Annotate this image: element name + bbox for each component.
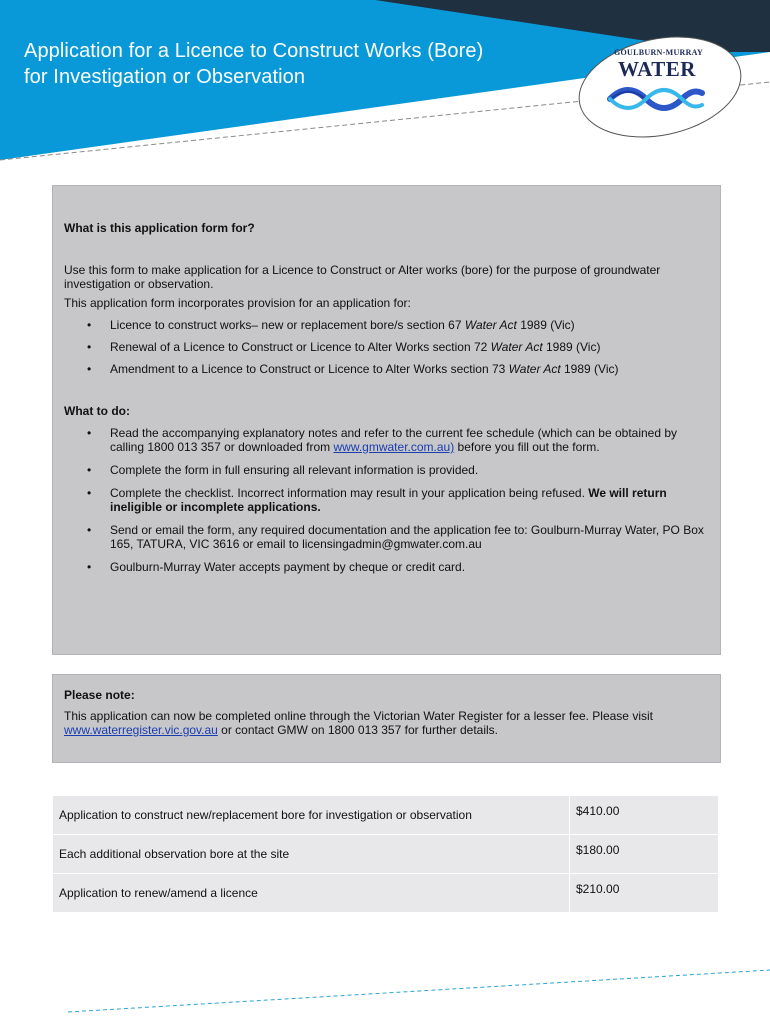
logo-text-main: WATER [618, 57, 696, 81]
title-line-2: for Investigation or Observation [24, 66, 306, 88]
title-line-1: Application for a Licence to Construct Works (Bore) [24, 40, 484, 62]
provision-item: • Licence to construct works– new or replacement bore/s section 67 Water Act 1989 (Vic) [64, 318, 706, 332]
table-row [53, 835, 719, 874]
provision-item: • Amendment to a Licence to Construct or Licence to Alter Works section 73 Water Act 1989 (Vic) [64, 362, 706, 376]
table-row [53, 796, 719, 835]
todo-item: • Read the accompanying explanatory notes and refer to the current fee schedule (which can be obtained by calling 1800 013 357 or downloaded from www.gmwater.com.au) before you fill out the form. [64, 426, 706, 454]
fee-amount: $180.00 [570, 835, 719, 874]
fee-description: Each additional observation bore at the site [53, 835, 570, 874]
note-heading: Please note: [64, 688, 135, 702]
logo-text-top: GOULBURN-MURRAY [614, 48, 704, 57]
todo-list [64, 426, 706, 574]
gmwater-link[interactable]: www.gmwater.com.au) [333, 440, 455, 454]
todo-item: • Goulburn-Murray Water accepts payment by cheque or credit card. [64, 560, 706, 574]
todo-item: • Complete the checklist. Incorrect information may result in your application being refused. We will return ineligible or incomplete applications. [64, 486, 706, 514]
table-row [53, 874, 719, 913]
provision-item: • Renewal of a Licence to Construct or Licence to Alter Works section 72 Water Act 1989 (Vic) [64, 340, 706, 354]
todo-heading: What to do: [64, 404, 130, 418]
info-heading: What is this application form for? [64, 221, 255, 235]
fee-table [52, 795, 719, 913]
info-box [52, 185, 721, 655]
logo-wave-icon [606, 84, 706, 114]
note-text: This application can now be completed online through the Victorian Water Register for a lesser fee. Please visit www.waterregister.vic.gov.au or contact GMW on 1800 013 357 for further details. [64, 709, 653, 737]
waterregister-link[interactable]: www.waterregister.vic.gov.au [64, 723, 218, 737]
fee-amount: $410.00 [570, 796, 719, 835]
todo-item: • Send or email the form, any required documentation and the application fee to: Goulburn-Murray Water, PO Box 165, TATURA, VIC 3616 or email to licensingadmin@gmwater.com.au [64, 523, 706, 551]
footer-dashed-line [0, 960, 770, 1020]
todo-item: • Complete the form in full ensuring all relevant information is provided. [64, 463, 706, 477]
fee-description: Application to renew/amend a licence [53, 874, 570, 913]
provision-list [64, 318, 706, 376]
fee-amount: $210.00 [570, 874, 719, 913]
info-intro: Use this form to make application for a Licence to Construct or Alter works (bore) for the purpose of groundwater investigation or observation. [64, 263, 661, 291]
page-title [24, 38, 483, 90]
note-box [52, 674, 721, 763]
info-provision: This application form incorporates provision for an application for: [64, 296, 411, 310]
fee-description: Application to construct new/replacement bore for investigation or observation [53, 796, 570, 835]
